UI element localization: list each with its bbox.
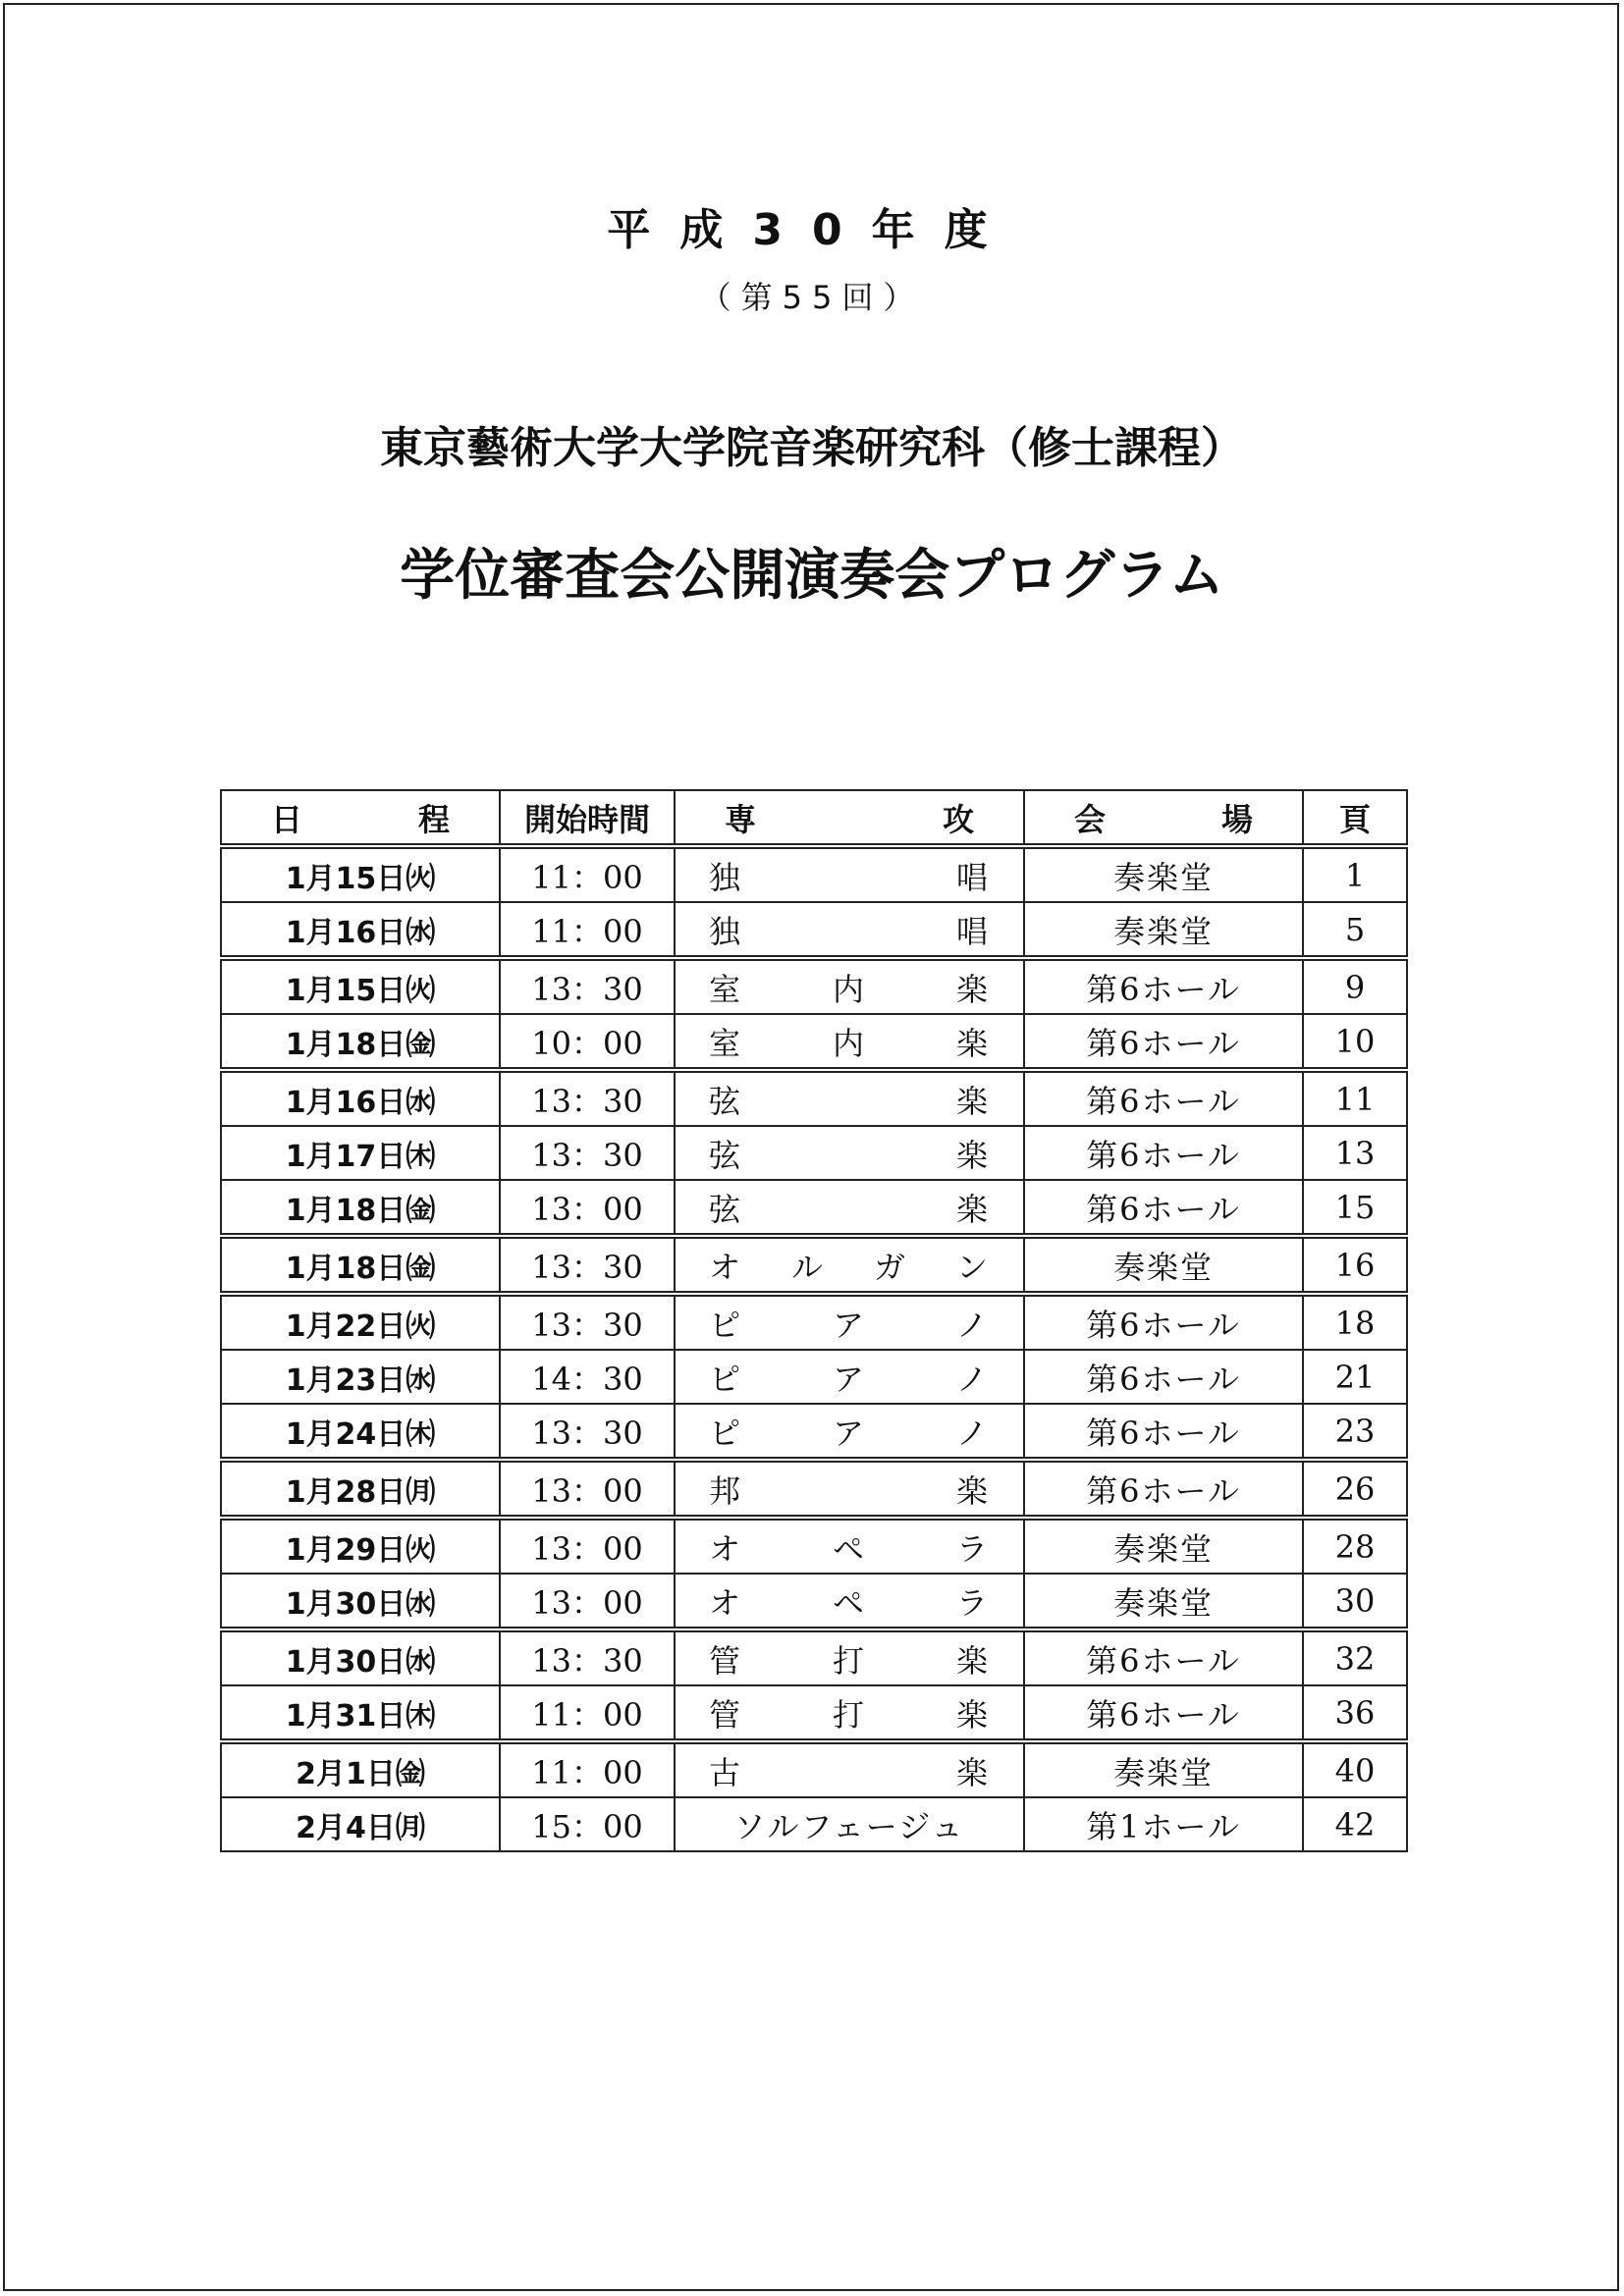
major-char: 楽 xyxy=(955,1753,990,1791)
cell-time: 13：30 xyxy=(500,1126,675,1180)
major-spread xyxy=(676,1409,1023,1454)
major-char: ン xyxy=(955,1248,990,1286)
major-char: ラ xyxy=(955,1583,990,1622)
cell-time: 15：00 xyxy=(500,1797,675,1851)
table-row xyxy=(221,1126,1407,1180)
table-row xyxy=(221,1404,1407,1460)
cell-venue: 奏楽堂 xyxy=(1024,1518,1303,1574)
major-char: 弦 xyxy=(709,1082,743,1120)
cell-major xyxy=(675,1180,1024,1236)
major-spread xyxy=(676,1690,1023,1735)
major-spread xyxy=(676,1019,1023,1064)
cell-major xyxy=(675,902,1024,958)
major-char: ガ xyxy=(873,1248,907,1286)
cell-date: 1月18日㈮ xyxy=(221,1014,500,1070)
major-char: 唱 xyxy=(955,912,990,950)
cell-page: 11 xyxy=(1303,1070,1407,1126)
major-spread xyxy=(676,853,1023,898)
major-char: ア xyxy=(832,1414,866,1452)
table-row xyxy=(221,1070,1407,1126)
cell-page: 26 xyxy=(1303,1460,1407,1518)
major-char: 独 xyxy=(709,858,743,896)
cell-venue: 第6ホール xyxy=(1024,1126,1303,1180)
major-char: 楽 xyxy=(955,970,990,1008)
venue-header-char-1: 会 xyxy=(1074,800,1107,838)
major-char: 管 xyxy=(709,1641,743,1680)
major-char: 独 xyxy=(709,912,743,950)
cell-time: 13：30 xyxy=(500,1236,675,1294)
cell-venue: 奏楽堂 xyxy=(1024,1741,1303,1797)
cell-major xyxy=(675,1404,1024,1460)
cell-major xyxy=(675,1126,1024,1180)
cell-major xyxy=(675,1014,1024,1070)
major-header-char-1: 専 xyxy=(725,800,757,838)
table-header-row xyxy=(221,790,1407,846)
cell-venue: 第6ホール xyxy=(1024,1685,1303,1741)
major-header-char-2: 攻 xyxy=(942,800,974,838)
cell-venue: 奏楽堂 xyxy=(1024,1574,1303,1629)
major-spread xyxy=(676,1131,1023,1176)
table-row xyxy=(221,1518,1407,1574)
major-char: ピ xyxy=(709,1360,743,1398)
major-char: 唱 xyxy=(955,858,990,896)
table-row xyxy=(221,1741,1407,1797)
major-char: ラ xyxy=(955,1529,990,1568)
cell-venue: 奏楽堂 xyxy=(1024,1236,1303,1294)
schedule-table xyxy=(220,789,1408,1852)
major-spread xyxy=(676,1636,1023,1682)
major-char: ペ xyxy=(832,1583,866,1622)
major-spread xyxy=(676,1185,1023,1230)
major-spread xyxy=(676,1578,1023,1624)
cell-venue: 奏楽堂 xyxy=(1024,846,1303,902)
table-row xyxy=(221,1350,1407,1404)
date-header-char-1: 日 xyxy=(271,800,303,838)
cell-venue: 第6ホール xyxy=(1024,1294,1303,1350)
cell-date: 1月30日㈬ xyxy=(221,1629,500,1685)
cell-time: 13：00 xyxy=(500,1460,675,1518)
table-row xyxy=(221,1236,1407,1294)
cell-time: 13：30 xyxy=(500,1294,675,1350)
cell-page: 9 xyxy=(1303,958,1407,1014)
program-title: 学位審査会公開演奏会プログラム xyxy=(400,544,1224,608)
cell-venue: 第6ホール xyxy=(1024,1460,1303,1518)
cell-date: 1月16日㈬ xyxy=(221,1070,500,1126)
major-char: 邦 xyxy=(709,1471,743,1510)
major-char: 楽 xyxy=(955,1136,990,1174)
cell-page: 36 xyxy=(1303,1685,1407,1741)
major-spread xyxy=(676,1355,1023,1400)
column-header-page: 頁 xyxy=(1303,790,1407,846)
cell-major xyxy=(675,1629,1024,1685)
major-char: 楽 xyxy=(955,1641,990,1680)
cell-time: 13：00 xyxy=(500,1518,675,1574)
major-char: 打 xyxy=(832,1641,866,1680)
major-char: ピ xyxy=(709,1414,743,1452)
cell-venue: 第6ホール xyxy=(1024,1404,1303,1460)
cell-page: 40 xyxy=(1303,1741,1407,1797)
cell-date: 1月15日㈫ xyxy=(221,958,500,1014)
table-row xyxy=(221,1685,1407,1741)
cell-time: 11：00 xyxy=(500,1685,675,1741)
cell-venue: 第6ホール xyxy=(1024,1180,1303,1236)
major-spread xyxy=(676,1524,1023,1570)
major-char: 弦 xyxy=(709,1190,743,1228)
cell-page: 13 xyxy=(1303,1126,1407,1180)
cell-major xyxy=(675,1685,1024,1741)
cell-time: 13：00 xyxy=(500,1574,675,1629)
major-char: 内 xyxy=(832,1024,866,1062)
cell-date: 1月28日㈪ xyxy=(221,1460,500,1518)
major-char: 弦 xyxy=(709,1136,743,1174)
university-heading: 東京藝術大学大学院音楽研究科（修士課程） xyxy=(380,423,1244,473)
cell-venue: 第1ホール xyxy=(1024,1797,1303,1851)
cell-date: 1月16日㈬ xyxy=(221,902,500,958)
cell-page: 1 xyxy=(1303,846,1407,902)
column-header-venue xyxy=(1024,790,1303,846)
table-row xyxy=(221,846,1407,902)
major-spread xyxy=(676,1301,1023,1346)
cell-major xyxy=(675,1460,1024,1518)
cell-major xyxy=(675,846,1024,902)
schedule-body xyxy=(221,846,1407,1851)
cell-time: 14：30 xyxy=(500,1350,675,1404)
major-char: 楽 xyxy=(955,1471,990,1510)
cell-date: 1月24日㈭ xyxy=(221,1404,500,1460)
cell-date: 1月18日㈮ xyxy=(221,1236,500,1294)
table-row xyxy=(221,902,1407,958)
major-spread xyxy=(676,965,1023,1010)
table-row xyxy=(221,1180,1407,1236)
cell-date: 1月17日㈭ xyxy=(221,1126,500,1180)
major-char: ノ xyxy=(955,1306,990,1344)
major-char: 打 xyxy=(832,1695,866,1734)
cell-page: 16 xyxy=(1303,1236,1407,1294)
major-char: 楽 xyxy=(955,1190,990,1228)
column-header-major-label xyxy=(676,795,1023,840)
cell-major xyxy=(675,1574,1024,1629)
cell-page: 10 xyxy=(1303,1014,1407,1070)
cell-time: 11：00 xyxy=(500,1741,675,1797)
major-char: オ xyxy=(709,1529,743,1568)
cell-page: 28 xyxy=(1303,1518,1407,1574)
column-header-major xyxy=(675,790,1024,846)
major-char: オ xyxy=(709,1583,743,1622)
cell-major xyxy=(675,1294,1024,1350)
cell-time: 13：30 xyxy=(500,1404,675,1460)
major-char: 室 xyxy=(709,1024,743,1062)
cell-venue: 第6ホール xyxy=(1024,1629,1303,1685)
edition-heading: （第55回） xyxy=(699,279,925,316)
major-char: オ xyxy=(709,1248,743,1286)
cell-venue: 奏楽堂 xyxy=(1024,902,1303,958)
column-header-date-label xyxy=(222,795,499,840)
cell-date: 2月4日㈪ xyxy=(221,1797,500,1851)
cell-major xyxy=(675,1741,1024,1797)
table-row xyxy=(221,958,1407,1014)
major-spread xyxy=(676,1467,1023,1512)
cell-date: 1月31日㈭ xyxy=(221,1685,500,1741)
major-char: ル xyxy=(790,1248,825,1286)
table-row xyxy=(221,1460,1407,1518)
cell-time: 13：30 xyxy=(500,958,675,1014)
cell-page: 23 xyxy=(1303,1404,1407,1460)
cell-time: 10：00 xyxy=(500,1014,675,1070)
cell-page: 21 xyxy=(1303,1350,1407,1404)
cell-major xyxy=(675,1350,1024,1404)
cell-page: 18 xyxy=(1303,1294,1407,1350)
cell-date: 1月18日㈮ xyxy=(221,1180,500,1236)
major-char: ペ xyxy=(832,1529,866,1568)
column-header-date xyxy=(221,790,500,846)
cell-date: 1月22日㈫ xyxy=(221,1294,500,1350)
cell-date: 2月1日㈮ xyxy=(221,1741,500,1797)
major-char: ピ xyxy=(709,1306,743,1344)
cell-time: 13：00 xyxy=(500,1180,675,1236)
cell-venue: 第6ホール xyxy=(1024,958,1303,1014)
table-row xyxy=(221,1294,1407,1350)
cell-date: 1月29日㈫ xyxy=(221,1518,500,1574)
cell-time: 13：30 xyxy=(500,1070,675,1126)
major-spread xyxy=(676,907,1023,952)
major-spread xyxy=(676,1243,1023,1288)
major-char: ア xyxy=(832,1306,866,1344)
major-char: 管 xyxy=(709,1695,743,1734)
column-header-venue-label xyxy=(1025,795,1302,840)
major-char: 楽 xyxy=(955,1695,990,1734)
table-row xyxy=(221,1629,1407,1685)
major-spread xyxy=(676,1077,1023,1122)
cell-page: 15 xyxy=(1303,1180,1407,1236)
cell-time: 11：00 xyxy=(500,902,675,958)
date-header-char-2: 程 xyxy=(417,800,450,838)
cell-major xyxy=(675,1070,1024,1126)
cell-major xyxy=(675,1518,1024,1574)
cell-page: 5 xyxy=(1303,902,1407,958)
cell-venue: 第6ホール xyxy=(1024,1014,1303,1070)
major-char: ア xyxy=(832,1360,866,1398)
cell-page: 32 xyxy=(1303,1629,1407,1685)
cell-date: 1月23日㈬ xyxy=(221,1350,500,1404)
major-char: ノ xyxy=(955,1414,990,1452)
major-char: 室 xyxy=(709,970,743,1008)
cell-date: 1月30日㈬ xyxy=(221,1574,500,1629)
major-char: 楽 xyxy=(955,1082,990,1120)
fiscal-year-heading: 平成30年度 xyxy=(607,205,1017,255)
major-char: 内 xyxy=(832,970,866,1008)
cell-major xyxy=(675,958,1024,1014)
table-row xyxy=(221,1797,1407,1851)
column-header-start-time: 開始時間 xyxy=(500,790,675,846)
cell-time: 11：00 xyxy=(500,846,675,902)
cell-venue: 第6ホール xyxy=(1024,1350,1303,1404)
major-char: ノ xyxy=(955,1360,990,1398)
cell-date: 1月15日㈫ xyxy=(221,846,500,902)
major-spread xyxy=(676,1748,1023,1793)
cell-major xyxy=(675,1236,1024,1294)
major-char: 楽 xyxy=(955,1024,990,1062)
table-row xyxy=(221,1574,1407,1629)
table-row xyxy=(221,1014,1407,1070)
major-char: 古 xyxy=(709,1753,743,1791)
cell-time: 13：30 xyxy=(500,1629,675,1685)
cell-venue: 第6ホール xyxy=(1024,1070,1303,1126)
venue-header-char-2: 場 xyxy=(1220,800,1253,838)
cell-page: 42 xyxy=(1303,1797,1407,1851)
cell-major: ソルフェージュ xyxy=(675,1797,1024,1851)
cell-page: 30 xyxy=(1303,1574,1407,1629)
